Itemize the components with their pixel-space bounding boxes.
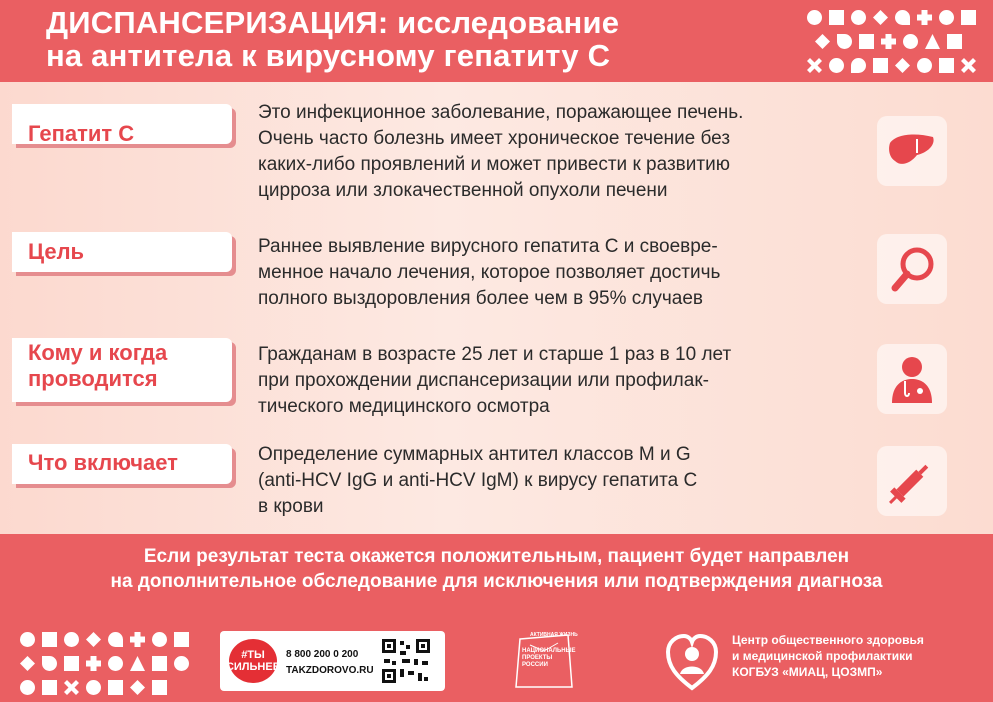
row-goal — [0, 222, 993, 312]
np-tagline: АКТИВНАЯ ЖИЗНЬ — [530, 632, 578, 638]
row-who-when — [0, 330, 993, 426]
qr-code — [380, 637, 432, 685]
page-title — [46, 6, 619, 72]
row-description: Гражданам в возрасте 25 лет и старше 1 раз в 10 лет при прохождении диспансеризации или профилак- тического медицинского осмотра — [258, 344, 732, 417]
row-includes — [0, 432, 993, 528]
ty-silnee-logo: #ТЫ СИЛЬНЕЕ — [229, 639, 277, 683]
liver-icon — [877, 116, 947, 186]
title-line-1: ДИСПАНСЕРИЗАЦИЯ: исследование — [46, 5, 620, 40]
result-note-banner — [0, 534, 993, 620]
content-area — [0, 82, 993, 534]
footer — [0, 620, 993, 702]
row-description: Это инфекционное заболевание, поражающее печень. Очень часто болезнь имеет хроническое течение без каких-либо проявлений и может привести к развитию цирроза или злокачественной опухоли печени — [258, 102, 744, 201]
syringe-icon — [877, 446, 947, 516]
hotline-phone: 8 800 200 0 200 — [286, 649, 359, 660]
title-line-2: на антитела к вирусному гепатиту С — [46, 38, 611, 73]
magnifier-icon — [877, 234, 947, 304]
row-hepatitis — [0, 94, 993, 208]
org-name: Центр общественного здоровья и медицинской профилактики КОГБУЗ «МИАЦ, ЦОЗМП» — [732, 633, 924, 679]
decorative-shapes — [807, 8, 985, 74]
row-label: Что включает — [28, 450, 178, 475]
promo-site: TAKZDOROVO.RU — [286, 665, 374, 676]
org-heart-logo — [664, 630, 720, 692]
takzdorovo-promo — [220, 631, 445, 691]
row-label: Гепатит С — [28, 121, 135, 146]
row-label: Цель — [28, 239, 85, 264]
result-note: Если результат теста окажется положительным, пациент будет направлен на дополнительное обследование для исключения или подтверждения диагноза — [110, 546, 883, 592]
footer-decorative-shapes — [20, 632, 200, 696]
doctor-icon — [877, 344, 947, 414]
np-title: НАЦИОНАЛЬНЫЕ ПРОЕКТЫ РОССИИ — [522, 648, 576, 668]
header-banner — [0, 0, 993, 82]
row-label: Кому и когда проводится — [28, 340, 168, 391]
row-description: Раннее выявление вирусного гепатита С и своевре- менное начало лечения, которое позволяет достичь полного выздоровления более чем в 95% случаев — [258, 236, 721, 309]
row-description: Определение суммарных антител классов М и G (anti-HCV IgG и anti-HCV IgM) к вирусу гепатита С в крови — [258, 444, 698, 517]
